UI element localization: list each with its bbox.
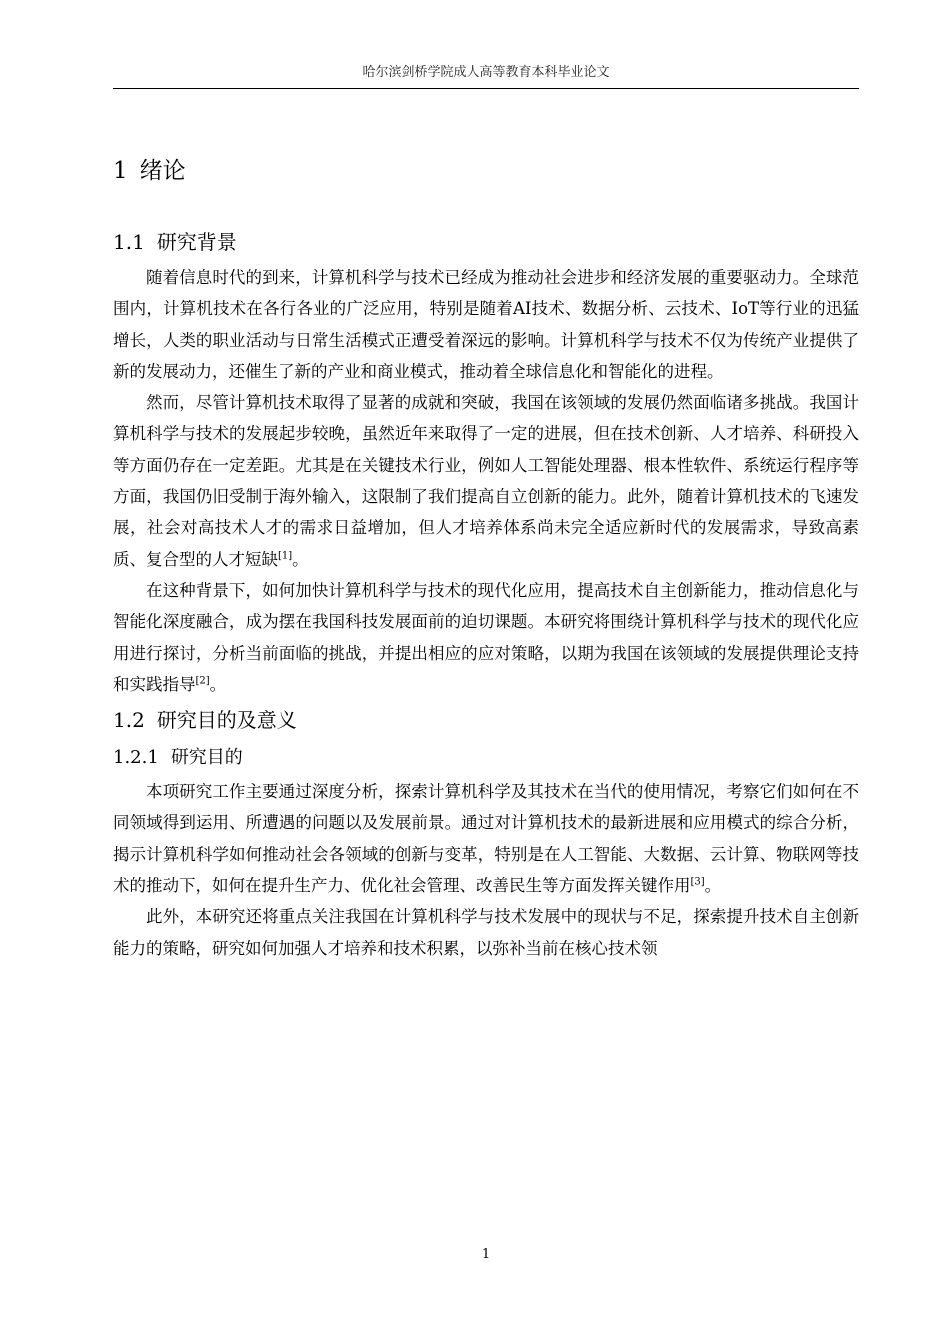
section-number: 1.1 [113,230,145,254]
section-title: 研究背景 [156,230,237,254]
section-number: 1.2 [113,708,145,733]
page-body [113,148,859,964]
citation: [2] [195,675,210,687]
chapter-number: 1 [113,158,128,184]
header-rule [113,88,859,89]
section-title: 研究目的及意义 [156,708,297,733]
paragraph: 随着信息时代的到来，计算机科学与技术已经成为推动社会进步和经济发展的重要驱动力。全球范围内，计算机技术在各行各业的广泛应用，特别是随着AI技术、数据分析、云技术、IoT等行业的迅猛增长，人类的职业活动与日常生活模式正遭受着深远的影响。计算机科学与技术不仅为传统产业提供了新的发展动力，还催生了新的产业和商业模式，推动着全球信息化和智能化的进程。 [113,268,859,381]
section-heading-1-1 [113,222,859,262]
chapter-title: 绪论 [139,158,186,184]
running-header: 哈尔滨剑桥学院成人高等教育本科毕业论文 [362,65,610,80]
paragraph: 然而，尽管计算机技术取得了显著的成就和突破，我国在该领域的发展仍然面临诸多挑战。我国计算机科学与技术的发展起步较晚，虽然近年来取得了一定的进展，但在技术创新、人才培养、科研投入等方面仍存在一定差距。尤其是在关键技术行业，例如人工智能处理器、根本性软件、系统运行程序等方面，我国仍旧受制于海外输入，这限制了我们提高自立创新的能力。此外，随着计算机技术的飞速发展，社会对高技术人才的需求日益增加，但人才培养体系尚未完全适应新时代的发展需求，导致高素质、复合型的人才短缺[1]。 [113,393,859,569]
paragraph: 本项研究工作主要通过深度分析，探索计算机科学及其技术在当代的使用情况，考察它们如何在不同领域得到运用、所遭遇的问题以及发展前景。通过对计算机技术的最新进展和应用模式的综合分析，揭示计算机科学如何推动社会各领域的创新与变革，特别是在人工智能、大数据、云计算、物联网等技术的推动下，如何在提升生产力、优化社会管理、改善民生等方面发挥关键作用[3]。 [113,782,859,896]
paragraph: 此外，本研究还将重点关注我国在计算机科学与技术发展中的现状与不足，探索提升技术自主创新能力的策略，研究如何加强人才培养和技术积累，以弥补当前在核心技术领 [113,907,859,958]
page-number: 1 [481,1247,491,1262]
paragraph: 在这种背景下，如何加快计算机科学与技术的现代化应用，提高技术自主创新能力，推动信息化与智能化深度融合，成为摆在我国科技发展面前的迫切课题。本研究将围绕计算机科学与技术的现代化应用进行探讨，分析当前面临的挑战，并提出相应的应对策略，以期为我国在该领域的发展提供理论支持和实践指导[2]。 [113,580,859,694]
chapter-heading [113,148,859,194]
subsection-number: 1.2.1 [113,747,159,769]
subsection-title: 研究目的 [170,747,243,769]
subsection-heading-1-2-1 [113,740,859,776]
section-heading-1-2 [113,700,859,740]
citation: [3] [690,876,705,888]
citation: [1] [278,550,293,562]
